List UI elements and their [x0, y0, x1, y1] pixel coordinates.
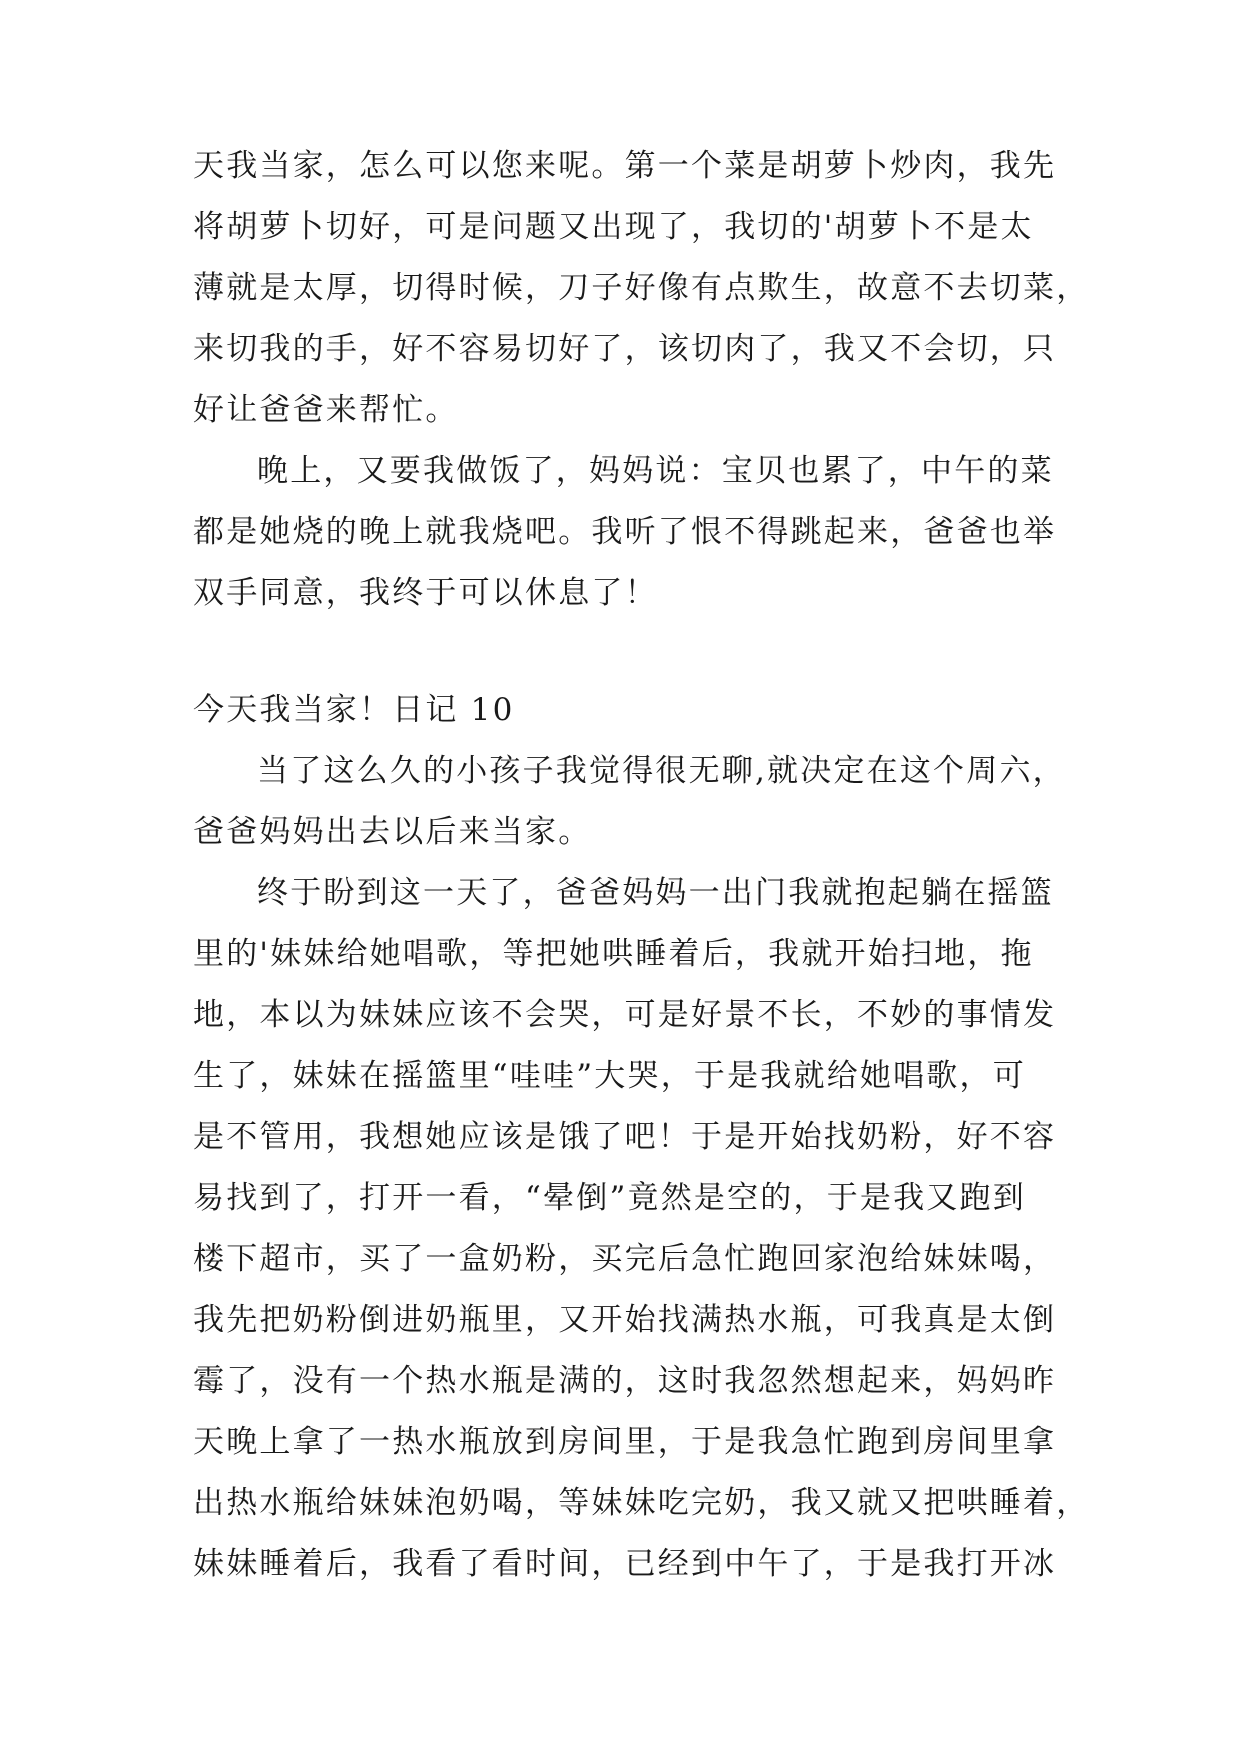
- paragraph-4-line-7: 楼下超市，买了一盒奶粉，买完后急忙跑回家泡给妹妹喝，: [193, 1241, 1057, 1277]
- paragraph-4-line-4: 生了，妹妹在摇篮里“哇哇”大哭，于是我就给她唱歌，可: [193, 1058, 1026, 1094]
- paragraph-4-line-2: 里的'妹妹给她唱歌，等把她哄睡着后，我就开始扫地，拖: [193, 936, 1034, 972]
- paragraph-4-line-6: 易找到了，打开一看，“晕倒”竟然是空的，于是我又跑到: [193, 1180, 1026, 1216]
- paragraph-2-line-3: 双手同意，我终于可以休息了！: [193, 575, 658, 611]
- paragraph-4-line-9: 霉了，没有一个热水瓶是满的，这时我忽然想起来，妈妈昨: [193, 1363, 1057, 1399]
- paragraph-1-line-3: 薄就是太厚，切得时候，刀子好像有点欺生，故意不去切菜，: [193, 270, 1090, 306]
- paragraph-2-line-1: 晚上，又要我做饭了，妈妈说：宝贝也累了，中午的菜: [257, 453, 1054, 489]
- paragraph-3-line-1: 当了这么久的小孩子我觉得很无聊,就决定在这个周六，: [257, 753, 1066, 789]
- paragraph-1-line-5: 好让爸爸来帮忙。: [193, 392, 459, 428]
- paragraph-1-line-1: 天我当家，怎么可以您来呢。第一个菜是胡萝卜炒肉，我先: [193, 148, 1057, 184]
- paragraph-1-line-2: 将胡萝卜切好，可是问题又出现了，我切的'胡萝卜不是太: [193, 209, 1034, 245]
- paragraph-3-line-2: 爸爸妈妈出去以后来当家。: [193, 814, 592, 850]
- paragraph-4-line-5: 是不管用，我想她应该是饿了吧！于是开始找奶粉，好不容: [193, 1119, 1057, 1155]
- paragraph-4-line-8: 我先把奶粉倒进奶瓶里，又开始找满热水瓶，可我真是太倒: [193, 1302, 1057, 1338]
- paragraph-4-line-11: 出热水瓶给妹妹泡奶喝，等妹妹吃完奶，我又就又把哄睡着，: [193, 1485, 1090, 1521]
- paragraph-2-line-2: 都是她烧的晚上就我烧吧。我听了恨不得跳起来，爸爸也举: [193, 514, 1057, 550]
- paragraph-4-line-10: 天晚上拿了一热水瓶放到房间里，于是我急忙跑到房间里拿: [193, 1424, 1057, 1460]
- paragraph-4-line-3: 地，本以为妹妹应该不会哭，可是好景不长，不妙的事情发: [193, 997, 1057, 1033]
- paragraph-4-line-12: 妹妹睡着后，我看了看时间，已经到中午了，于是我打开冰: [193, 1546, 1057, 1582]
- paragraph-4-line-1: 终于盼到这一天了，爸爸妈妈一出门我就抱起躺在摇篮: [257, 875, 1054, 911]
- section-title: 今天我当家！日记 10: [193, 692, 515, 728]
- paragraph-1-line-4: 来切我的手，好不容易切好了，该切肉了，我又不会切，只: [193, 331, 1057, 367]
